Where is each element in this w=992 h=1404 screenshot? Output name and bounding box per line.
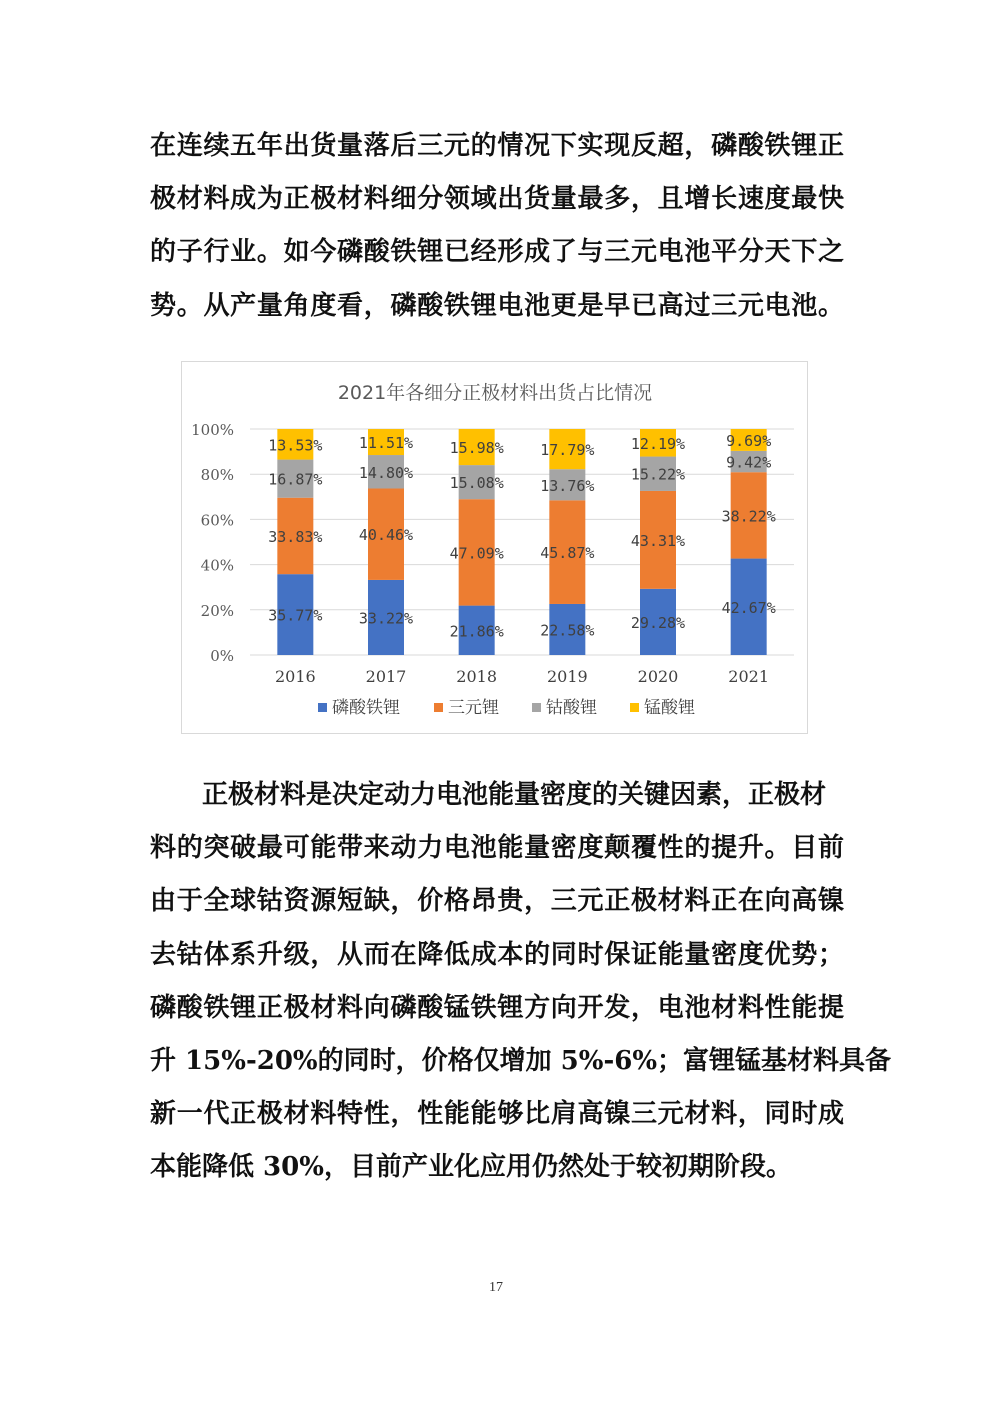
chart-canvas xyxy=(182,362,809,735)
paragraph-line: 新一代正极材料特性，性能能够比肩高镍三元材料，同时成 xyxy=(150,1099,844,1130)
y-tick-label: 80% xyxy=(200,466,234,485)
data-label: 42.67% xyxy=(721,598,776,617)
legend-swatch xyxy=(318,703,327,712)
paragraph-line: 正极材料是决定动力电池能量密度的关键因素，正极材 xyxy=(202,780,827,810)
x-tick-label: 2016 xyxy=(274,667,316,686)
x-tick-label: 2021 xyxy=(728,667,770,686)
chart-title: 2021年各细分正极材料出货占比情况 xyxy=(337,382,653,404)
data-label: 33.22% xyxy=(358,609,414,628)
data-label: 45.87% xyxy=(540,544,595,563)
legend-entry: 三元锂 xyxy=(448,698,499,718)
data-label: 13.76% xyxy=(540,476,595,495)
data-label: 17.79% xyxy=(540,441,595,460)
y-tick-label: 20% xyxy=(200,601,234,620)
data-label: 15.22% xyxy=(630,465,686,484)
x-tick-label: 2019 xyxy=(546,667,588,686)
paragraph-line: 本能降低 30%，目前产业化应用仍然处于较初期阶段。 xyxy=(150,1152,792,1183)
data-label: 29.28% xyxy=(630,613,686,632)
data-label: 21.86% xyxy=(449,622,504,641)
legend-entry: 锰酸锂 xyxy=(644,698,695,718)
data-label: 40.46% xyxy=(358,526,414,545)
legend-entry: 磷酸铁锂 xyxy=(332,698,400,718)
paragraph-line: 极材料成为正极材料细分领域出货量最多，且增长速度最快 xyxy=(150,184,844,215)
y-tick-label: 100% xyxy=(191,421,234,439)
data-label: 15.08% xyxy=(449,474,504,493)
data-label: 35.77% xyxy=(268,606,323,625)
data-label: 11.51% xyxy=(358,434,414,453)
y-tick-label: 0% xyxy=(210,647,234,665)
data-label: 16.87% xyxy=(268,470,323,489)
data-label: 14.80% xyxy=(358,463,414,482)
data-label: 22.58% xyxy=(540,621,595,640)
y-tick-label: 40% xyxy=(200,556,234,575)
paragraph-line: 升 15%-20%的同时，价格仅增加 5%-6%；富锂锰基材料具备 xyxy=(150,1045,892,1076)
paragraph-line: 势。从产量角度看，磷酸铁锂电池更是早已高过三元电池。 xyxy=(150,290,844,321)
data-label: 47.09% xyxy=(449,544,504,563)
x-tick-label: 2018 xyxy=(456,667,498,686)
legend-swatch xyxy=(434,703,443,712)
paragraph-line: 在连续五年出货量落后三元的情况下实现反超，磷酸铁锂正 xyxy=(150,131,844,161)
data-label: 12.19% xyxy=(630,434,686,453)
data-label: 15.98% xyxy=(449,439,504,458)
legend-swatch xyxy=(532,703,541,712)
paragraph-line: 由于全球钴资源短缺，价格昂贵，三元正极材料正在向高镍 xyxy=(150,886,844,917)
paragraph-line: 去钴体系升级，从而在降低成本的同时保证能量密度优势； xyxy=(150,939,844,970)
data-label: 38.22% xyxy=(721,507,776,526)
data-label: 43.31% xyxy=(630,531,686,550)
legend-entry: 钴酸锂 xyxy=(546,698,597,718)
x-tick-label: 2020 xyxy=(637,667,679,686)
x-tick-label: 2017 xyxy=(365,667,407,686)
data-label: 13.53% xyxy=(268,436,323,455)
page-number: 17 xyxy=(489,1280,503,1295)
paragraph-2 xyxy=(150,769,892,1195)
legend-swatch xyxy=(630,703,639,712)
data-label: 33.83% xyxy=(268,527,323,546)
paragraph-line: 磷酸铁锂正极材料向磷酸锰铁锂方向开发，电池材料性能提 xyxy=(150,992,844,1023)
paragraph-line: 料的突破最可能带来动力电池能量密度颠覆性的提升。目前 xyxy=(150,833,844,864)
y-tick-label: 60% xyxy=(200,511,234,530)
data-label: 9.42% xyxy=(726,453,772,472)
data-label: 9.69% xyxy=(726,431,772,450)
paragraph-line: 的子行业。如今磷酸铁锂已经形成了与三元电池平分天下之 xyxy=(150,237,844,268)
paragraph-1 xyxy=(150,120,844,333)
stacked-bar-chart xyxy=(181,361,808,734)
